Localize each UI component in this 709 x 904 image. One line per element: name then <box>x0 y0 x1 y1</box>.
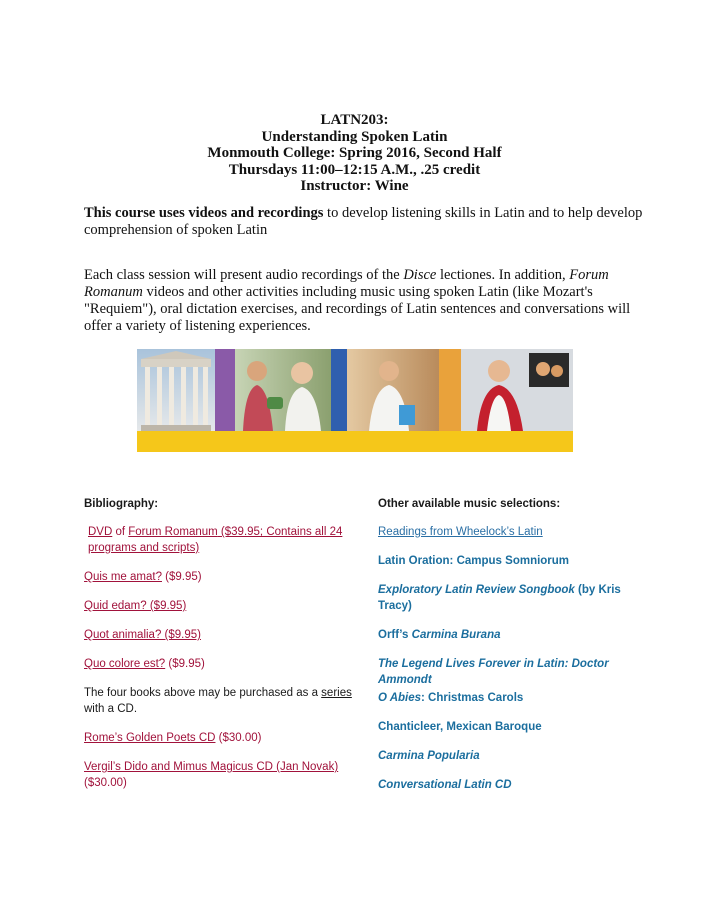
romes-golden-poets-link[interactable]: Rome’s Golden Poets CD <box>84 732 216 744</box>
music-wheelock-readings[interactable]: Readings from Wheelock’s Latin <box>378 526 543 538</box>
banner-orange-strip <box>439 349 461 431</box>
forum-romanum-banner <box>137 349 573 452</box>
dvd-link[interactable]: DVD <box>88 526 113 538</box>
session-forum-romanum: Forum Romanum <box>84 267 609 300</box>
dvd-forum-romanum-item[interactable] <box>84 524 354 556</box>
course-instructor: Instructor: Wine <box>300 178 409 194</box>
series-link[interactable]: series <box>321 687 352 699</box>
songbook-author: (by Kris Tracy) <box>378 584 621 612</box>
bibliography-heading: Bibliography: <box>84 498 159 510</box>
course-code: LATN203: <box>320 112 389 128</box>
romes-golden-poets-item[interactable] <box>84 730 354 746</box>
book-quis-me-amat[interactable] <box>84 569 354 585</box>
quo-colore-est-price: ($9.95) <box>165 658 205 670</box>
quo-colore-est-link[interactable]: Quo colore est? <box>84 658 166 670</box>
banner-blue-strip <box>331 349 347 431</box>
session-paragraph <box>84 267 654 335</box>
college-term: Monmouth College: Spring 2016, Second Half <box>207 145 502 161</box>
banner-yellow-bar <box>137 431 573 452</box>
session-text-2: lectiones. In addition, <box>436 267 570 283</box>
session-disce: Disce <box>403 267 437 283</box>
music-chanticleer: Chanticleer, Mexican Baroque <box>378 721 542 733</box>
forum-romanum-link[interactable]: Forum Romanum <box>128 526 218 538</box>
bibliography-column <box>84 496 354 804</box>
romes-golden-poets-price: ($30.00) <box>215 732 262 744</box>
carmina-burana-title: Carmina Burana <box>411 629 501 641</box>
course-title: Understanding Spoken Latin <box>261 128 448 145</box>
music-heading: Other available music selections: <box>378 498 561 510</box>
book-quo-colore-est[interactable] <box>84 656 354 672</box>
book-quid-edam[interactable] <box>84 598 354 614</box>
dvd-price-details: ($39.95; Contains all 24 programs and scripts) <box>88 526 343 554</box>
session-text-3: videos and other activities including music using spoken Latin (like Mozart's "Requiem"), oral dictation exercises, and recordings of Latin sentences and conversations will offer a variety of listening experiences. <box>84 284 631 334</box>
music-carmina-popularia: Carmina Popularia <box>378 750 480 762</box>
books-note-text-2: with a CD. <box>84 703 138 715</box>
course-header <box>0 112 709 195</box>
music-conversational-latin: Conversational Latin CD <box>378 779 512 791</box>
intro-rest: to develop listening skills in Latin and to help develop comprehension of spoken Latin <box>84 205 643 238</box>
songbook-title: Exploratory Latin Review Songbook <box>378 584 575 596</box>
christmas-carols: : Christmas Carols <box>421 692 524 704</box>
music-exploratory-songbook <box>378 582 648 614</box>
orff-prefix: Orff’s <box>378 629 412 641</box>
dvd-of: of <box>112 526 129 538</box>
music-legend-lives-forever: The Legend Lives Forever in Latin: Doctor Ammondt <box>378 658 609 686</box>
music-campus-somniorum: Latin Oration: Campus Somniorum <box>378 555 570 567</box>
vergils-dido-price: ($30.00) <box>84 777 127 789</box>
course-schedule: Thursdays 11:00–12:15 A.M., .25 credit <box>228 161 481 178</box>
quis-me-amat-link[interactable]: Quis me amat? <box>84 571 162 583</box>
book-quot-animalia[interactable] <box>84 627 354 643</box>
books-note-text-1: The four books above may be purchased as a <box>84 687 322 699</box>
session-text-1: Each class session will present audio recordings of the <box>84 267 404 283</box>
music-selections-column <box>378 496 648 806</box>
o-abies-title: O Abies <box>378 692 422 704</box>
music-o-abies <box>378 690 648 706</box>
vergils-dido-item[interactable] <box>84 759 354 791</box>
banner-collage <box>137 349 573 452</box>
quot-animalia-link[interactable]: Quot animalia? ($9.95) <box>84 629 201 641</box>
music-carmina-burana <box>378 627 648 643</box>
vergils-dido-link[interactable]: Vergil’s Dido and Mimus Magicus CD (Jan Novak) <box>84 761 339 773</box>
books-series-note <box>84 685 354 717</box>
intro-bold-lead: This course uses videos and recordings <box>84 205 324 221</box>
intro-paragraph <box>84 205 644 239</box>
quid-edam-link[interactable]: Quid edam? ($9.95) <box>84 600 187 612</box>
quis-me-amat-price: ($9.95) <box>161 571 202 583</box>
banner-purple-strip <box>215 349 235 431</box>
